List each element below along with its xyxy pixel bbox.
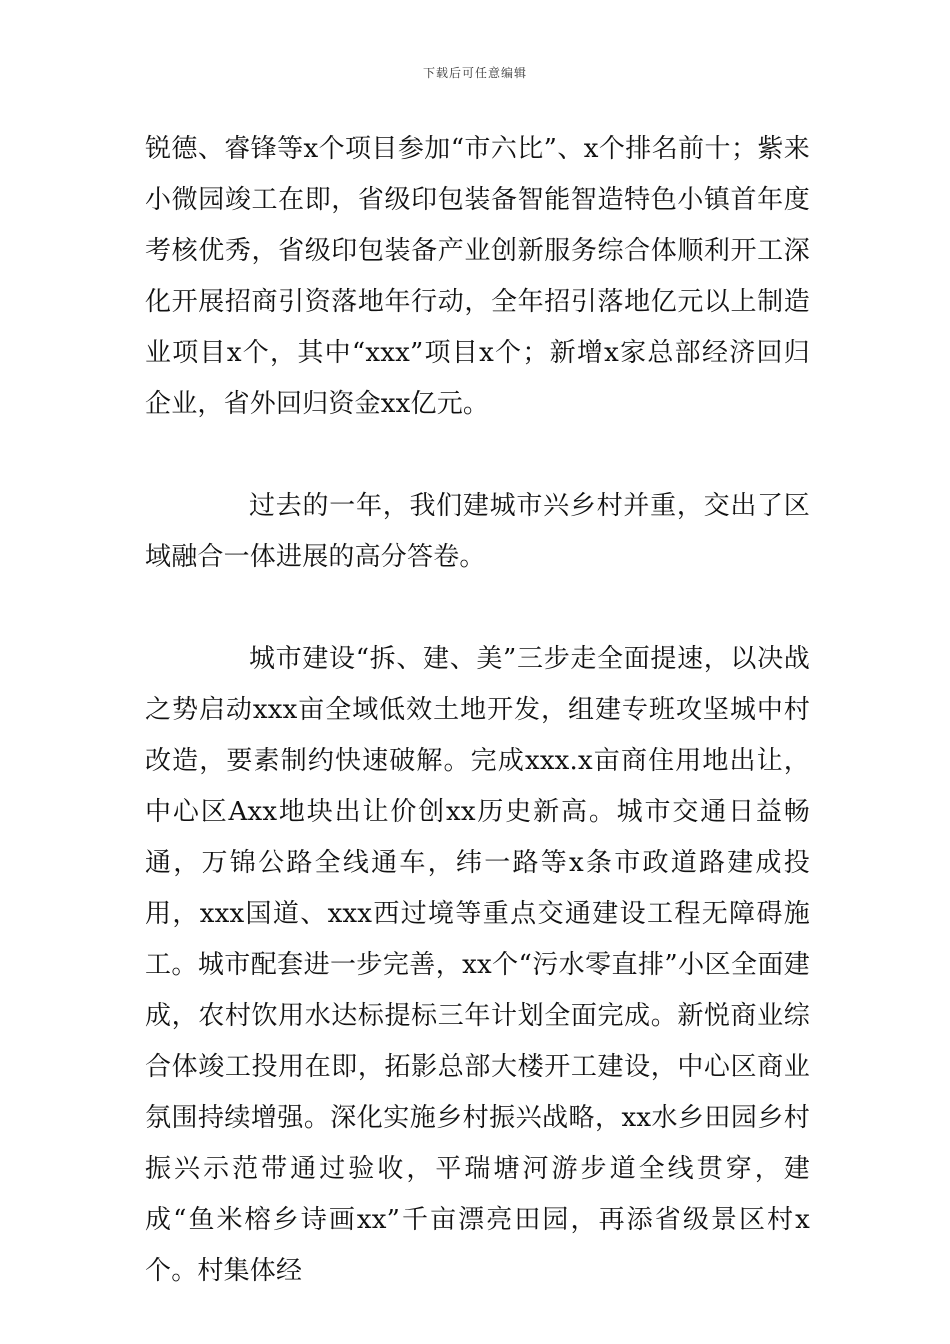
paragraph-urban-construction: 城市建设“拆、建、美”三步走全面提速，以决战之势启动xxx亩全域低效土地开发，组建专班攻坚城中村改造，要素制约快速破解。完成xxx.x亩商住用地出让，中心区Axx地块出让价创xx历史新高。城市交通日益畅通，万锦公路全线通车，纬一路等x条市政道路建成投用，xxx国道、xxx西过境等重点交通建设工程无障碍施工。城市配套进一步完善，xx个“污水零直排”小区全面建成，农村饮用水达标提标三年计划全面完成。新悦商业综合体竣工投用在即，拓影总部大楼开工建设，中心区商业氛围持续增强。深化实施乡村振兴战略，xx水乡田园乡村振兴示范带通过验收，平瑞塘河游步道全线贯穿，建成“鱼米榕乡诗画xx”千亩漂亮田园，再添省级景区村x个。村集体经 <box>145 644 810 1286</box>
page-header: 下载后可任意编辑 <box>422 66 527 80</box>
paragraph-gap <box>145 430 810 481</box>
document-body <box>145 124 810 1297</box>
paragraph-investment: 锐德、睿锋等x个项目参加“市六比”、x个排名前十；紫来小微园竣工在即，省级印包装备智能智造特色小镇首年度考核优秀，省级印包装备产业创新服务综合体顺利开工深化开展招商引资落地年行动，全年招引落地亿元以上制造业项目x个，其中“xxx”项目x个；新增x家总部经济回归企业，省外回归资金xx亿元。 <box>145 134 810 419</box>
paragraph-summary: 过去的一年，我们建城市兴乡村并重，交出了区域融合一体进展的高分答卷。 <box>145 491 810 572</box>
paragraph-gap <box>145 583 810 634</box>
